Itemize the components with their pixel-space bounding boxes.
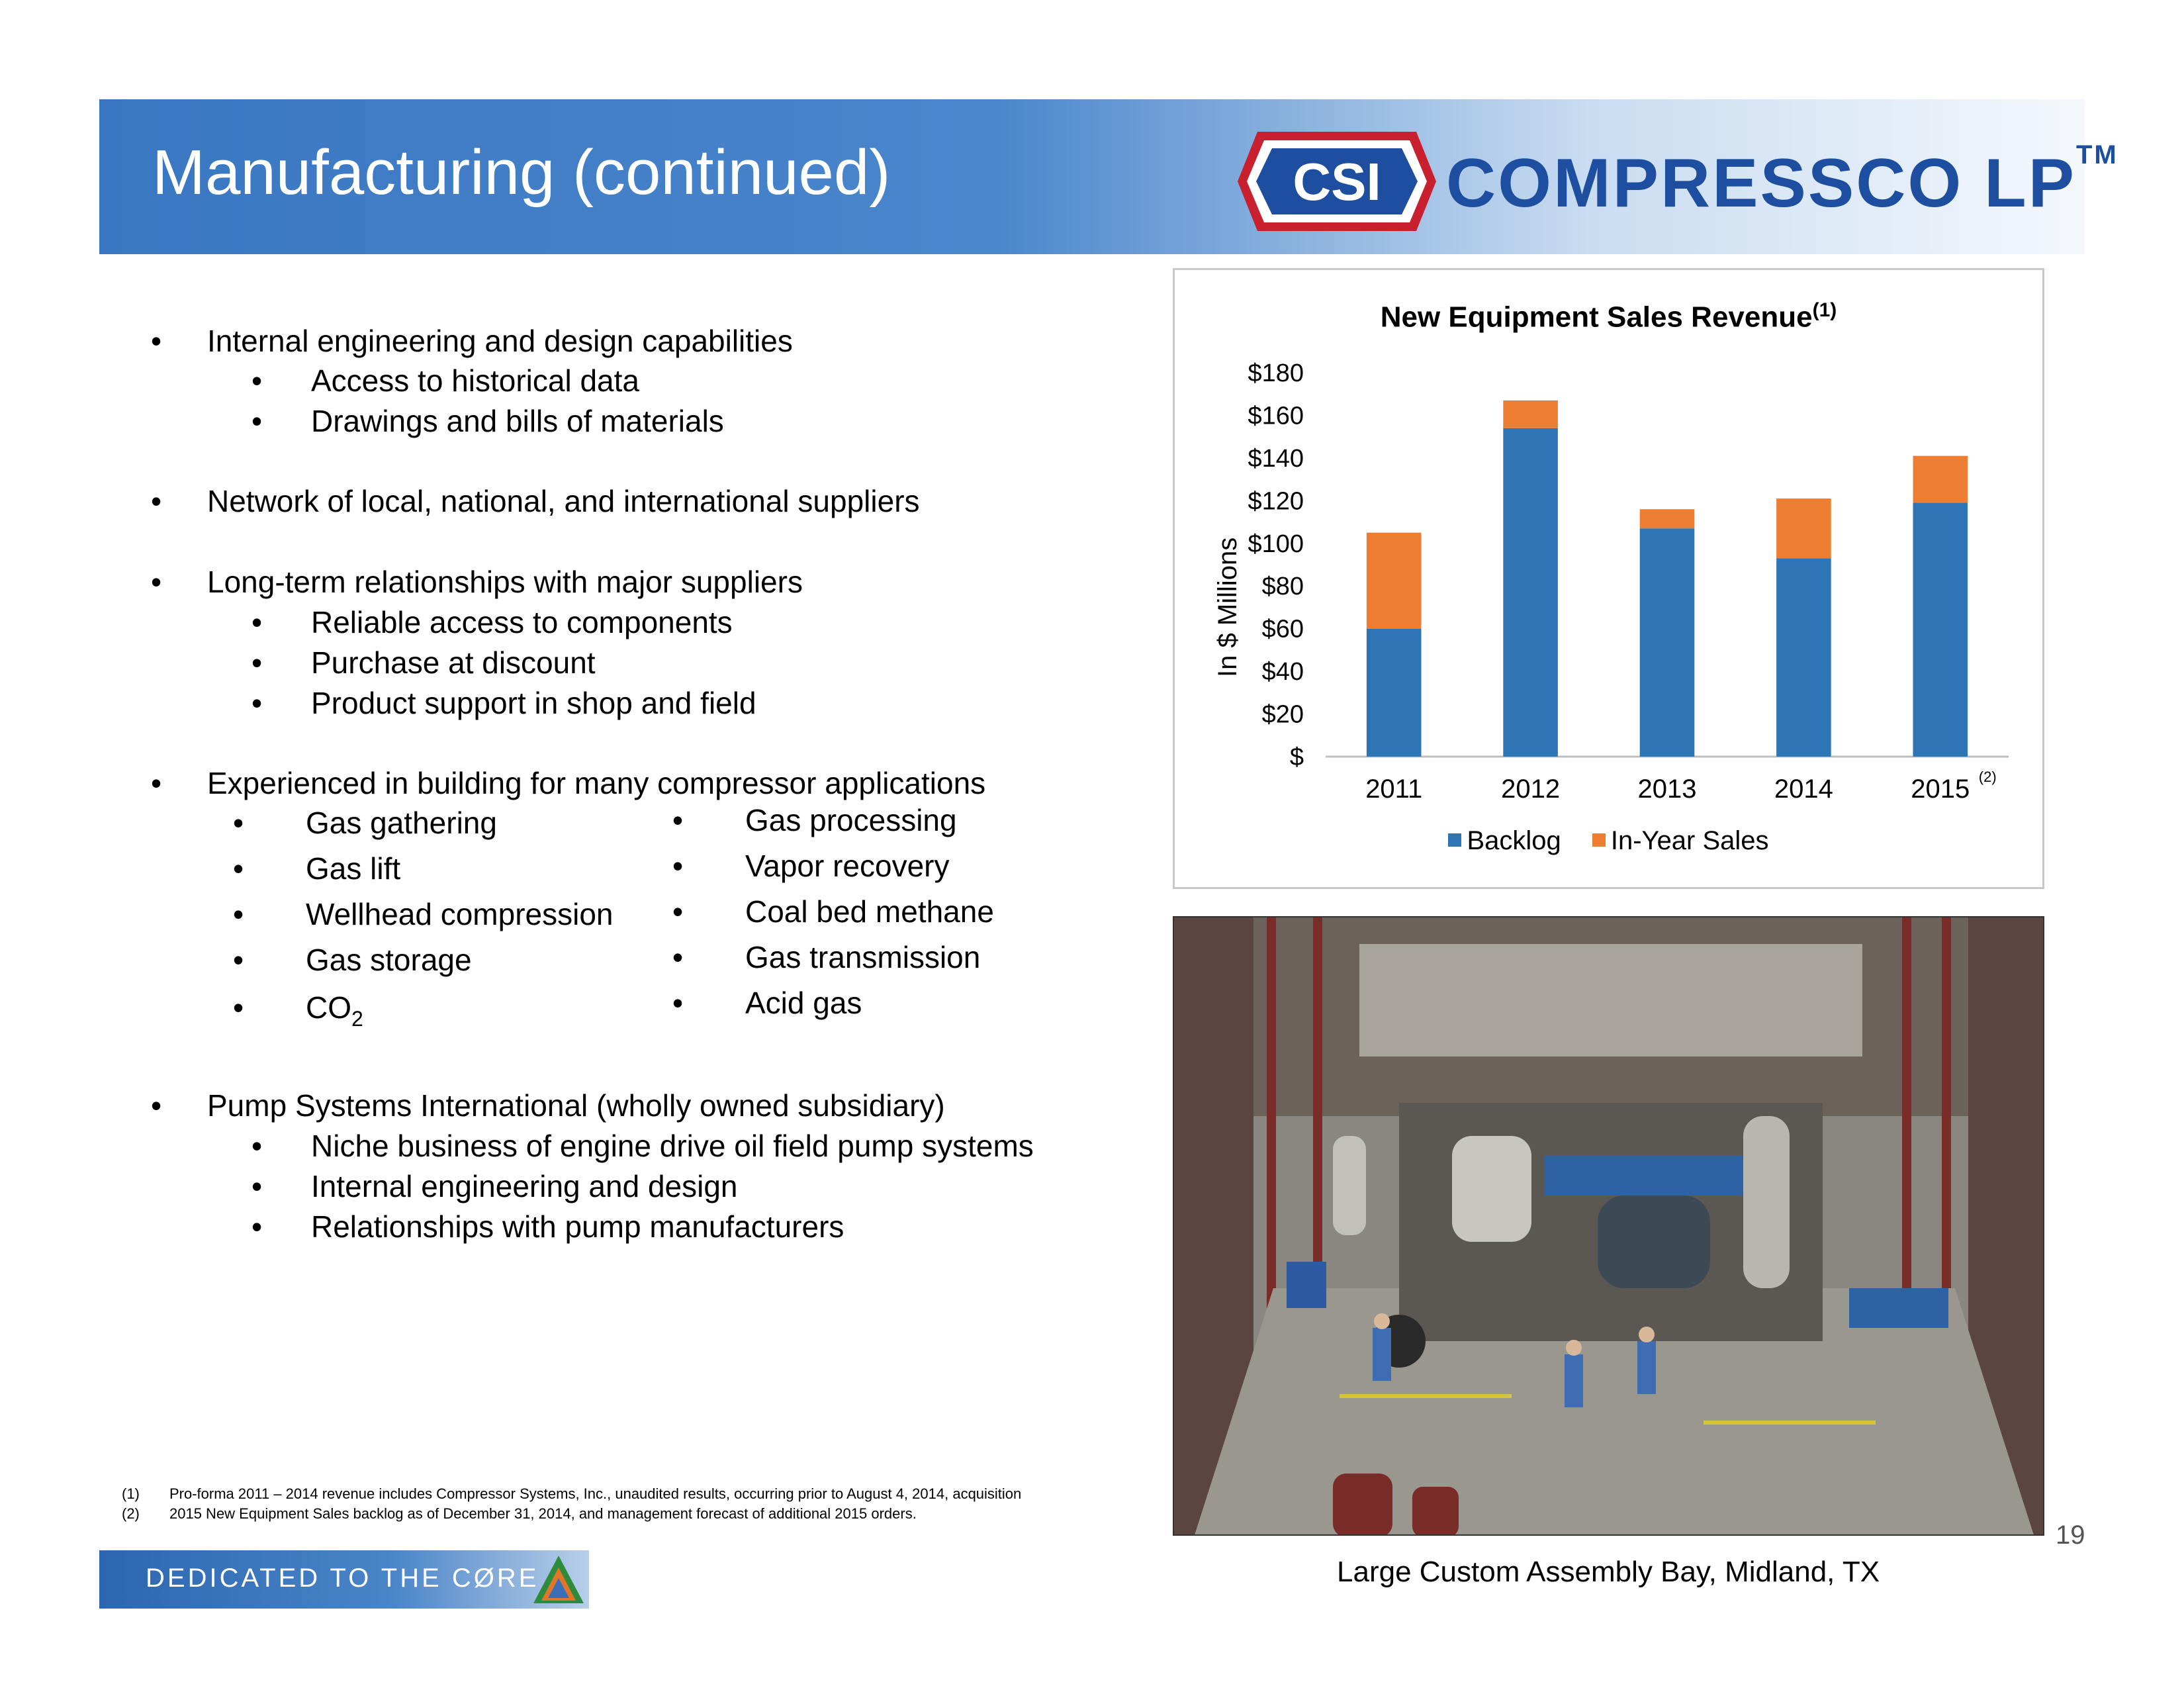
bar-backlog-2011 xyxy=(1367,629,1422,757)
y-tick-label: $ xyxy=(1289,743,1304,771)
bullet-text: Reliable access to components xyxy=(311,605,733,639)
bullet-dot: • xyxy=(251,363,263,398)
assembly-bay-photo xyxy=(1173,916,2044,1536)
x-tick-note: (2) xyxy=(1978,769,1997,785)
footer-banner xyxy=(99,1550,589,1609)
chart-title-note: (1) xyxy=(1812,299,1837,321)
y-tick-label: $100 xyxy=(1248,530,1304,558)
y-tick-label: $140 xyxy=(1248,444,1304,473)
x-tick-label: 2013 xyxy=(1637,774,1697,804)
legend-item-backlog: Backlog xyxy=(1448,826,1561,856)
legend-swatch-backlog xyxy=(1448,833,1461,847)
bullet-text: Purchase at discount xyxy=(311,645,596,680)
y-tick-label: $120 xyxy=(1248,487,1304,516)
bullet-dot: • xyxy=(251,605,263,639)
bullet-dot: • xyxy=(251,404,263,438)
x-tick-label: 2015 xyxy=(1911,774,1970,804)
bullet-text: Product support in shop and field xyxy=(311,686,756,720)
legend-item-in-year-sales: In-Year Sales xyxy=(1592,826,1769,856)
x-tick-label: 2012 xyxy=(1501,774,1561,804)
page-title: Manufacturing (continued) xyxy=(152,137,891,208)
bar-in-year-sales-2011 xyxy=(1367,533,1422,629)
bullet-dot: • xyxy=(251,1129,263,1163)
header-banner xyxy=(99,99,2118,254)
y-tick-label: $60 xyxy=(1261,615,1304,643)
bar-backlog-2015 xyxy=(1913,503,1968,757)
y-tick-label: $180 xyxy=(1248,359,1304,387)
bullet-dot: • xyxy=(151,766,162,800)
y-tick-label: $20 xyxy=(1261,700,1304,729)
chart-title: New Equipment Sales Revenue$^{(1)}$ xyxy=(1380,299,1837,334)
photo-caption: Large Custom Assembly Bay, Midland, TX xyxy=(1337,1556,1880,1588)
triangle-logo-icon xyxy=(532,1554,585,1605)
bullet-dot: • xyxy=(251,1209,263,1244)
chart-legend xyxy=(1175,826,2042,856)
bullet-dot: • xyxy=(251,645,263,680)
bar-in-year-sales-2013 xyxy=(1640,509,1695,528)
bullet-dot: • xyxy=(151,324,162,358)
bar-backlog-2012 xyxy=(1503,428,1558,757)
company-logo xyxy=(1231,128,2118,234)
bullet-text: Access to historical data xyxy=(311,363,640,398)
bullet-dot: • xyxy=(151,1088,162,1123)
page-number: 19 xyxy=(2056,1521,2085,1550)
bullet-text: Network of local, national, and international suppliers xyxy=(207,484,920,518)
x-tick-label: 2014 xyxy=(1774,774,1833,804)
y-tick-label: $40 xyxy=(1261,658,1304,686)
sales-revenue-chart xyxy=(1173,268,2044,889)
logo-name: COMPRESSCO LP xyxy=(1446,145,2076,222)
bullet-text: Long-term relationships with major suppliers xyxy=(207,565,803,599)
bullet-dot: • xyxy=(151,484,162,518)
y-tick-label: $80 xyxy=(1261,573,1304,601)
bullet-text: Internal engineering and design xyxy=(311,1169,738,1203)
chart-y-axis-label: In $ Millions xyxy=(1213,537,1242,677)
bar-backlog-2014 xyxy=(1776,558,1831,757)
logo-badge-text: CSI xyxy=(1293,152,1381,211)
logo-tm: TM xyxy=(2076,140,2118,169)
csi-logo-icon xyxy=(1231,128,1443,234)
bullet-text: Drawings and bills of materials xyxy=(311,404,724,438)
bar-in-year-sales-2012 xyxy=(1503,400,1558,428)
bullet-text: Experienced in building for many compressor applications xyxy=(207,766,986,800)
bullet-text: Niche business of engine drive oil field pump systems xyxy=(311,1129,1034,1163)
bar-in-year-sales-2015 xyxy=(1913,456,1968,503)
bullet-text: Internal engineering and design capabilities xyxy=(207,324,793,358)
bar-backlog-2013 xyxy=(1640,528,1695,757)
bullet-dot: • xyxy=(251,686,263,720)
bullet-dot: • xyxy=(251,1169,263,1203)
x-tick-label: 2011 xyxy=(1365,774,1423,804)
footer-tagline: DEDICATED TO THE CØRE xyxy=(146,1564,539,1593)
legend-swatch-in-year-sales xyxy=(1592,833,1606,847)
logo-wordmark xyxy=(1446,140,2118,223)
bullet-dot: • xyxy=(151,565,162,599)
chart-plot xyxy=(1175,270,2042,887)
bar-in-year-sales-2014 xyxy=(1776,498,1831,558)
y-tick-label: $160 xyxy=(1248,402,1304,430)
bullet-text: Relationships with pump manufacturers xyxy=(311,1209,844,1244)
bullet-text: Pump Systems International (wholly owned subsidiary) xyxy=(207,1088,945,1123)
